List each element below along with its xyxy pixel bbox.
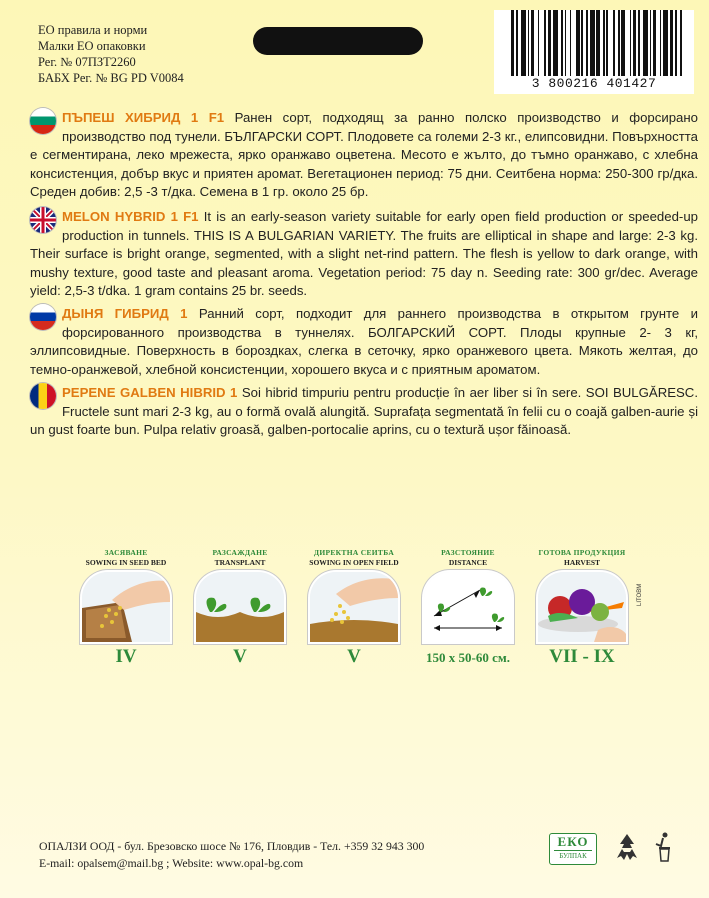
registration-line: БАБХ Рег. № BG PD V0084 bbox=[38, 71, 184, 85]
eko-logo-top: ЕКО bbox=[557, 834, 589, 849]
eko-logo-bottom: БУЛПАК bbox=[554, 850, 592, 862]
step-distance-value: 150 x 50-60 см. bbox=[426, 650, 510, 665]
barcode-number: 3 800216 401427 bbox=[531, 76, 657, 91]
company-contact: E-mail: opalsem@mail.bg ; Website: www.opal-bg.com bbox=[39, 856, 304, 870]
step-label-en: SOWING IN OPEN FIELD bbox=[309, 558, 399, 567]
variety-description: Soi hibrid timpuriu pentru producție în aer liber si în sere. SOI BULGĂRESC. Fructele sunt mari 2-3 kg, au o formă ovală alungită. Suprafața segmentată în felii cu o coajă galben-aurie și un gust foarte bun. Pulpa relativ groasă, galben-portocalie aprins, cu o textură ușor făinoasă. bbox=[30, 385, 698, 438]
step-sowing-seedbed bbox=[71, 548, 181, 668]
step-label-en: DISTANCE bbox=[448, 558, 488, 567]
variety-title: ДЫНЯ ГИБРИД 1 bbox=[62, 306, 188, 321]
barcode bbox=[494, 10, 694, 94]
step-month: V bbox=[233, 646, 247, 667]
romania-flag-icon bbox=[30, 383, 56, 409]
step-month: V bbox=[347, 646, 361, 667]
company-address: ОПАЛЗИ ООД - бул. Брезовско шосе № 176, Пловдив - Тел. +359 32 943 300 bbox=[39, 839, 425, 853]
description-bulgarian bbox=[30, 109, 698, 202]
uk-flag-icon bbox=[30, 207, 56, 233]
barcode-bars bbox=[511, 10, 687, 76]
step-label-en: HARVEST bbox=[564, 558, 600, 567]
step-direct-sowing bbox=[299, 548, 409, 668]
description-russian bbox=[30, 305, 698, 379]
description-english bbox=[30, 208, 698, 301]
tidy-bin-icon bbox=[650, 832, 672, 862]
variety-description: Ранний сорт, подходит для раннего производства в открытом грунте и форсированного производства в туннелях. БОЛГАРСКИЙ СОРТ. Плоды крупные 2- 3 кг, эллипсовидные. Поверхность в бороздках, слегка в сеточку, ярко оранжевого цвета. Мякоть желтая, до темно-оранжевой, хлебной консистенции, хорошего вкуса и с приятным ароматом. bbox=[30, 306, 699, 377]
footer bbox=[39, 838, 424, 872]
step-label-en: TRANSPLANT bbox=[214, 558, 266, 567]
registration-line: ЕО правила и норми bbox=[38, 23, 148, 37]
step-distance bbox=[413, 548, 523, 666]
step-label-bg: ГОТОВА ПРОДУКЦИЯ bbox=[538, 548, 626, 557]
step-label-en: SOWING IN SEED BED bbox=[85, 558, 167, 567]
sowing-seedbed-icon bbox=[82, 572, 170, 642]
step-label-bg: РАЗСАЖДАНЕ bbox=[212, 548, 268, 557]
transplant-icon bbox=[196, 572, 284, 642]
recycle-icon bbox=[614, 832, 640, 864]
russia-flag-icon bbox=[30, 304, 56, 330]
direct-sowing-icon bbox=[310, 572, 398, 642]
variety-description: Ранен сорт, подходящ за ранно полско производство и форсирано производство под тунели. БЪЛГАРСКИ СОРТ. Плодовете са големи 2-3 кг., елипсовидни. Повърхността е сегментирана, леко мрежеста, ярко оранжаво оцветена. Месото е жълто, до тъмно оранжаво, с хлебна консистенция, добър вкус и приятен аромат. Вегетационен период: 75 дни. Сеитбена норма: 250-300 гр/дка. Среден добив: 2,5 -3 т/дка. Семена в 1 гр. около 25 бр. bbox=[30, 110, 698, 200]
printer-mark: LITOBM bbox=[637, 583, 643, 606]
registration-line: Рег. № 07ПЗТ2260 bbox=[38, 55, 136, 69]
variety-description: It is an early-season variety suitable for early open field production or speeded-up production in tunnels. THIS IS A BULGARIAN VARIETY. The fruits are elliptical in shape and large: 2-3 kg. Their surface is bright orange, segmented, with a slight net-rind pattern. The flesh is yellow to dark orange, with mushy texture, good taste and pleasant aroma. Vegetation period: 75 day n. Seeding rate: 300 gr/dec. Average yield: 2,5-3 t/dka. 1 gram contains 25 br. seeds. bbox=[30, 209, 698, 299]
step-month: VII - IX bbox=[549, 646, 615, 667]
variety-title: ПЪПЕШ ХИБРИД 1 F1 bbox=[62, 110, 225, 125]
bulgaria-flag-icon bbox=[30, 108, 56, 134]
eko-bulpak-logo bbox=[549, 833, 597, 865]
distance-icon bbox=[424, 572, 512, 642]
variety-title: PEPENE GALBEN HIBRID 1 bbox=[62, 385, 238, 400]
step-transplant bbox=[185, 548, 295, 668]
step-month: IV bbox=[115, 646, 137, 667]
step-label-bg: РАЗСТОЯНИЕ bbox=[441, 548, 495, 557]
registration-block bbox=[38, 22, 184, 86]
step-label-bg: ДИРЕКТНА СЕИТБА bbox=[313, 548, 395, 557]
variety-title: MELON HYBRID 1 F1 bbox=[62, 209, 199, 224]
harvest-icon bbox=[538, 572, 626, 642]
hanger-hole bbox=[253, 27, 423, 55]
description-romanian bbox=[30, 384, 698, 440]
step-harvest bbox=[527, 548, 637, 668]
step-label-bg: ЗАСЯВАНЕ bbox=[104, 548, 148, 557]
registration-line: Малки ЕО опаковки bbox=[38, 39, 146, 53]
